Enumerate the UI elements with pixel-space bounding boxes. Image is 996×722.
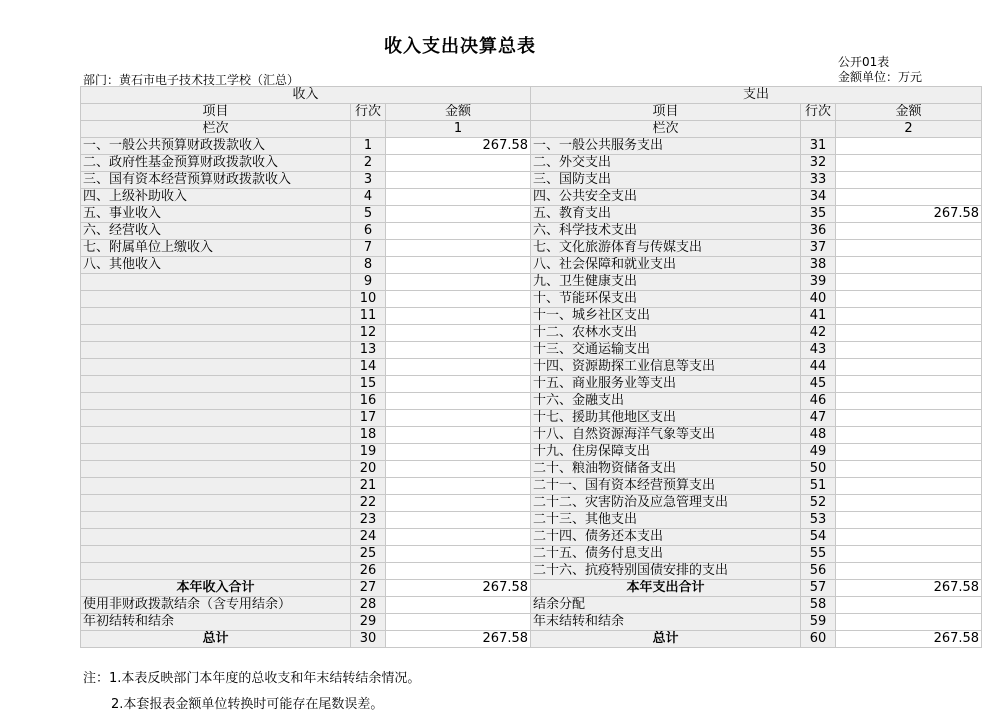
income-amount-cell: [386, 461, 531, 478]
income-item-cell: 七、附属单位上缴收入: [81, 240, 351, 257]
income-amount-cell: [386, 342, 531, 359]
income-column-number: 1: [386, 121, 531, 138]
expense-amount-cell: [836, 291, 982, 308]
income-item-cell: [81, 563, 351, 580]
expense-item-cell: 二十六、抗疫特别国债安排的支出: [531, 563, 801, 580]
expense-amount-cell: [836, 444, 982, 461]
expense-line-cell: 60: [801, 631, 836, 648]
expense-amount-cell: 267.58: [836, 580, 982, 597]
income-amount-cell: [386, 393, 531, 410]
expense-item-cell: 总计: [531, 631, 801, 648]
expense-item-cell: 十三、交通运输支出: [531, 342, 801, 359]
table-row: [81, 478, 982, 495]
section-header-row: [81, 87, 982, 104]
expense-amount-cell: [836, 172, 982, 189]
income-line-cell: 5: [351, 206, 386, 223]
income-amount-cell: 267.58: [386, 138, 531, 155]
income-amount-cell: [386, 376, 531, 393]
income-item-cell: 年初结转和结余: [81, 614, 351, 631]
expense-item-cell: 二、外交支出: [531, 155, 801, 172]
income-line-cell: 20: [351, 461, 386, 478]
expense-line-cell: 43: [801, 342, 836, 359]
expense-item-cell: 二十三、其他支出: [531, 512, 801, 529]
income-line-cell: 3: [351, 172, 386, 189]
income-amount-cell: [386, 512, 531, 529]
expense-line-cell: 49: [801, 444, 836, 461]
expense-line-cell: 40: [801, 291, 836, 308]
expense-line-cell: 57: [801, 580, 836, 597]
income-item-cell: [81, 376, 351, 393]
amount-unit: 金额单位：万元: [838, 70, 923, 84]
expense-line-cell: 47: [801, 410, 836, 427]
expense-line-cell: 31: [801, 138, 836, 155]
income-item-cell: 四、上级补助收入: [81, 189, 351, 206]
income-line-cell: 19: [351, 444, 386, 461]
expense-item-cell: 十、节能环保支出: [531, 291, 801, 308]
income-amount-cell: [386, 597, 531, 614]
table-row: [81, 274, 982, 291]
table-row: [81, 393, 982, 410]
expense-line-cell: 32: [801, 155, 836, 172]
expense-line-cell: 39: [801, 274, 836, 291]
income-column-label: 栏次: [81, 121, 351, 138]
table-row: [81, 189, 982, 206]
expense-section-header: 支出: [531, 87, 982, 104]
expense-line-cell: 34: [801, 189, 836, 206]
expense-amount-cell: [836, 189, 982, 206]
table-row: [81, 359, 982, 376]
income-amount-cell: [386, 478, 531, 495]
expense-item-cell: 八、社会保障和就业支出: [531, 257, 801, 274]
expense-line-cell: 33: [801, 172, 836, 189]
income-line-cell: 10: [351, 291, 386, 308]
income-amount-cell: [386, 410, 531, 427]
report-title: 收入支出决算总表: [384, 36, 536, 57]
income-line-cell: 6: [351, 223, 386, 240]
income-line-cell: 12: [351, 325, 386, 342]
income-amount-cell: [386, 172, 531, 189]
expense-line-cell: 54: [801, 529, 836, 546]
expense-amount-cell: 267.58: [836, 631, 982, 648]
income-item-cell: 五、事业收入: [81, 206, 351, 223]
table-row: [81, 223, 982, 240]
expense-line-cell: 36: [801, 223, 836, 240]
income-line-cell: 23: [351, 512, 386, 529]
table-row: [81, 410, 982, 427]
expense-line-cell: 41: [801, 308, 836, 325]
expense-line-cell: 42: [801, 325, 836, 342]
income-line-cell: 25: [351, 546, 386, 563]
footnotes: [83, 666, 420, 718]
income-amount-cell: [386, 240, 531, 257]
expense-item-cell: 四、公共安全支出: [531, 189, 801, 206]
income-amount-cell: [386, 359, 531, 376]
table-row: [81, 325, 982, 342]
table-row: [81, 427, 982, 444]
total-row: [81, 631, 982, 648]
income-line-header: 行次: [351, 104, 386, 121]
income-item-cell: [81, 529, 351, 546]
income-item-cell: [81, 342, 351, 359]
income-amount-cell: [386, 614, 531, 631]
income-expense-table: [80, 86, 982, 648]
income-item-cell: [81, 461, 351, 478]
income-line-cell: 16: [351, 393, 386, 410]
income-amount-cell: [386, 291, 531, 308]
expense-item-cell: 年末结转和结余: [531, 614, 801, 631]
table-row: [81, 308, 982, 325]
income-line-cell: 30: [351, 631, 386, 648]
income-amount-header: 金额: [386, 104, 531, 121]
expense-amount-cell: [836, 427, 982, 444]
expense-line-cell: 35: [801, 206, 836, 223]
expense-item-cell: 五、教育支出: [531, 206, 801, 223]
expense-item-cell: 结余分配: [531, 597, 801, 614]
expense-item-cell: 十二、农林水支出: [531, 325, 801, 342]
income-item-cell: [81, 359, 351, 376]
expense-item-cell: 七、文化旅游体育与传媒支出: [531, 240, 801, 257]
income-item-cell: 使用非财政拨款结余（含专用结余）: [81, 597, 351, 614]
expense-amount-cell: [836, 461, 982, 478]
expense-column-number: 2: [836, 121, 982, 138]
table-row: [81, 155, 982, 172]
expense-amount-cell: [836, 257, 982, 274]
extra-row: [81, 614, 982, 631]
income-amount-cell: [386, 274, 531, 291]
expense-amount-cell: [836, 478, 982, 495]
income-item-cell: 总计: [81, 631, 351, 648]
income-item-cell: [81, 427, 351, 444]
expense-line-cell: 53: [801, 512, 836, 529]
expense-amount-cell: [836, 359, 982, 376]
expense-item-cell: 九、卫生健康支出: [531, 274, 801, 291]
income-item-cell: 一、一般公共预算财政拨款收入: [81, 138, 351, 155]
expense-amount-cell: [836, 376, 982, 393]
note-1: 注：1.本表反映部门本年度的总收支和年末结转结余情况。: [83, 671, 421, 686]
expense-line-cell: 55: [801, 546, 836, 563]
expense-line-cell: 46: [801, 393, 836, 410]
expense-item-cell: 三、国防支出: [531, 172, 801, 189]
expense-amount-cell: [836, 614, 982, 631]
extra-row: [81, 597, 982, 614]
subtotal-row: [81, 580, 982, 597]
income-item-header: 项目: [81, 104, 351, 121]
expense-amount-cell: [836, 325, 982, 342]
table-row: [81, 546, 982, 563]
expense-amount-cell: [836, 495, 982, 512]
income-line-cell: 4: [351, 189, 386, 206]
income-item-cell: [81, 444, 351, 461]
table-row: [81, 257, 982, 274]
expense-item-cell: 二十、粮油物资储备支出: [531, 461, 801, 478]
income-item-cell: [81, 291, 351, 308]
income-line-cell: 9: [351, 274, 386, 291]
income-item-cell: [81, 512, 351, 529]
table-row: [81, 342, 982, 359]
income-amount-cell: [386, 257, 531, 274]
expense-line-cell: 58: [801, 597, 836, 614]
income-item-cell: 三、国有资本经营预算财政拨款收入: [81, 172, 351, 189]
table-row: [81, 240, 982, 257]
income-item-cell: [81, 410, 351, 427]
income-item-cell: 八、其他收入: [81, 257, 351, 274]
expense-line-cell: 52: [801, 495, 836, 512]
expense-amount-header: 金额: [836, 104, 982, 121]
table-row: [81, 529, 982, 546]
table-row: [81, 376, 982, 393]
table-row: [81, 206, 982, 223]
table-row: [81, 444, 982, 461]
expense-item-cell: 十五、商业服务业等支出: [531, 376, 801, 393]
income-amount-cell: [386, 206, 531, 223]
expense-line-cell: 50: [801, 461, 836, 478]
income-line-cell: 8: [351, 257, 386, 274]
table-row: [81, 512, 982, 529]
expense-amount-cell: 267.58: [836, 206, 982, 223]
expense-line-cell: 37: [801, 240, 836, 257]
table-row: [81, 563, 982, 580]
expense-column-label: 栏次: [531, 121, 801, 138]
income-line-cell: 22: [351, 495, 386, 512]
income-amount-cell: [386, 189, 531, 206]
income-line-cell: 29: [351, 614, 386, 631]
income-line-cell: 17: [351, 410, 386, 427]
income-line-cell: 14: [351, 359, 386, 376]
income-line-cell: 28: [351, 597, 386, 614]
expense-line-cell: 48: [801, 427, 836, 444]
expense-item-cell: 六、科学技术支出: [531, 223, 801, 240]
column-number-row: [81, 121, 982, 138]
table-row: [81, 172, 982, 189]
income-line-cell: 1: [351, 138, 386, 155]
expense-line-cell: 59: [801, 614, 836, 631]
income-item-cell: [81, 546, 351, 563]
table-body: [81, 138, 982, 648]
income-line-cell: 11: [351, 308, 386, 325]
table-row: [81, 138, 982, 155]
expense-amount-cell: [836, 410, 982, 427]
expense-item-cell: 十八、自然资源海洋气象等支出: [531, 427, 801, 444]
income-column-blank: [351, 121, 386, 138]
income-line-cell: 27: [351, 580, 386, 597]
income-amount-cell: [386, 563, 531, 580]
income-line-cell: 7: [351, 240, 386, 257]
income-amount-cell: [386, 155, 531, 172]
income-item-cell: 二、政府性基金预算财政拨款收入: [81, 155, 351, 172]
income-line-cell: 2: [351, 155, 386, 172]
department-label: 部门：黄石市电子技术技工学校（汇总）: [83, 73, 300, 87]
expense-column-blank: [801, 121, 836, 138]
income-amount-cell: [386, 427, 531, 444]
column-header-row: [81, 104, 982, 121]
expense-amount-cell: [836, 342, 982, 359]
income-line-cell: 26: [351, 563, 386, 580]
expense-amount-cell: [836, 597, 982, 614]
income-line-cell: 21: [351, 478, 386, 495]
expense-line-cell: 38: [801, 257, 836, 274]
expense-line-cell: 51: [801, 478, 836, 495]
expense-item-cell: 一、一般公共服务支出: [531, 138, 801, 155]
expense-amount-cell: [836, 240, 982, 257]
expense-amount-cell: [836, 546, 982, 563]
income-amount-cell: [386, 529, 531, 546]
expense-item-cell: 十七、援助其他地区支出: [531, 410, 801, 427]
expense-amount-cell: [836, 563, 982, 580]
expense-line-cell: 44: [801, 359, 836, 376]
expense-item-cell: 二十五、债务付息支出: [531, 546, 801, 563]
income-item-cell: [81, 393, 351, 410]
income-amount-cell: [386, 444, 531, 461]
income-item-cell: [81, 478, 351, 495]
expense-item-cell: 本年支出合计: [531, 580, 801, 597]
expense-amount-cell: [836, 155, 982, 172]
income-item-cell: [81, 495, 351, 512]
expense-item-header: 项目: [531, 104, 801, 121]
income-line-cell: 13: [351, 342, 386, 359]
income-item-cell: [81, 308, 351, 325]
income-item-cell: [81, 274, 351, 291]
expense-item-cell: 十一、城乡社区支出: [531, 308, 801, 325]
report-meta: [838, 55, 922, 85]
expense-amount-cell: [836, 138, 982, 155]
income-section-header: 收入: [81, 87, 531, 104]
expense-amount-cell: [836, 529, 982, 546]
expense-amount-cell: [836, 512, 982, 529]
expense-amount-cell: [836, 308, 982, 325]
income-amount-cell: 267.58: [386, 580, 531, 597]
expense-item-cell: 十四、资源勘探工业信息等支出: [531, 359, 801, 376]
expense-item-cell: 二十二、灾害防治及应急管理支出: [531, 495, 801, 512]
income-line-cell: 18: [351, 427, 386, 444]
income-item-cell: [81, 325, 351, 342]
income-item-cell: 六、经营收入: [81, 223, 351, 240]
expense-amount-cell: [836, 223, 982, 240]
form-code: 公开01表: [838, 55, 890, 69]
income-item-cell: 本年收入合计: [81, 580, 351, 597]
income-amount-cell: [386, 308, 531, 325]
expense-item-cell: 二十四、债务还本支出: [531, 529, 801, 546]
income-amount-cell: 267.58: [386, 631, 531, 648]
note-2: 2.本套报表金额单位转换时可能存在尾数误差。: [111, 697, 384, 712]
income-line-cell: 15: [351, 376, 386, 393]
expense-line-cell: 56: [801, 563, 836, 580]
table-row: [81, 291, 982, 308]
income-amount-cell: [386, 325, 531, 342]
income-line-cell: 24: [351, 529, 386, 546]
income-amount-cell: [386, 546, 531, 563]
table-row: [81, 461, 982, 478]
expense-item-cell: 十九、住房保障支出: [531, 444, 801, 461]
expense-line-header: 行次: [801, 104, 836, 121]
expense-line-cell: 45: [801, 376, 836, 393]
table-row: [81, 495, 982, 512]
expense-item-cell: 二十一、国有资本经营预算支出: [531, 478, 801, 495]
income-amount-cell: [386, 223, 531, 240]
expense-item-cell: 十六、金融支出: [531, 393, 801, 410]
expense-amount-cell: [836, 274, 982, 291]
expense-amount-cell: [836, 393, 982, 410]
income-amount-cell: [386, 495, 531, 512]
